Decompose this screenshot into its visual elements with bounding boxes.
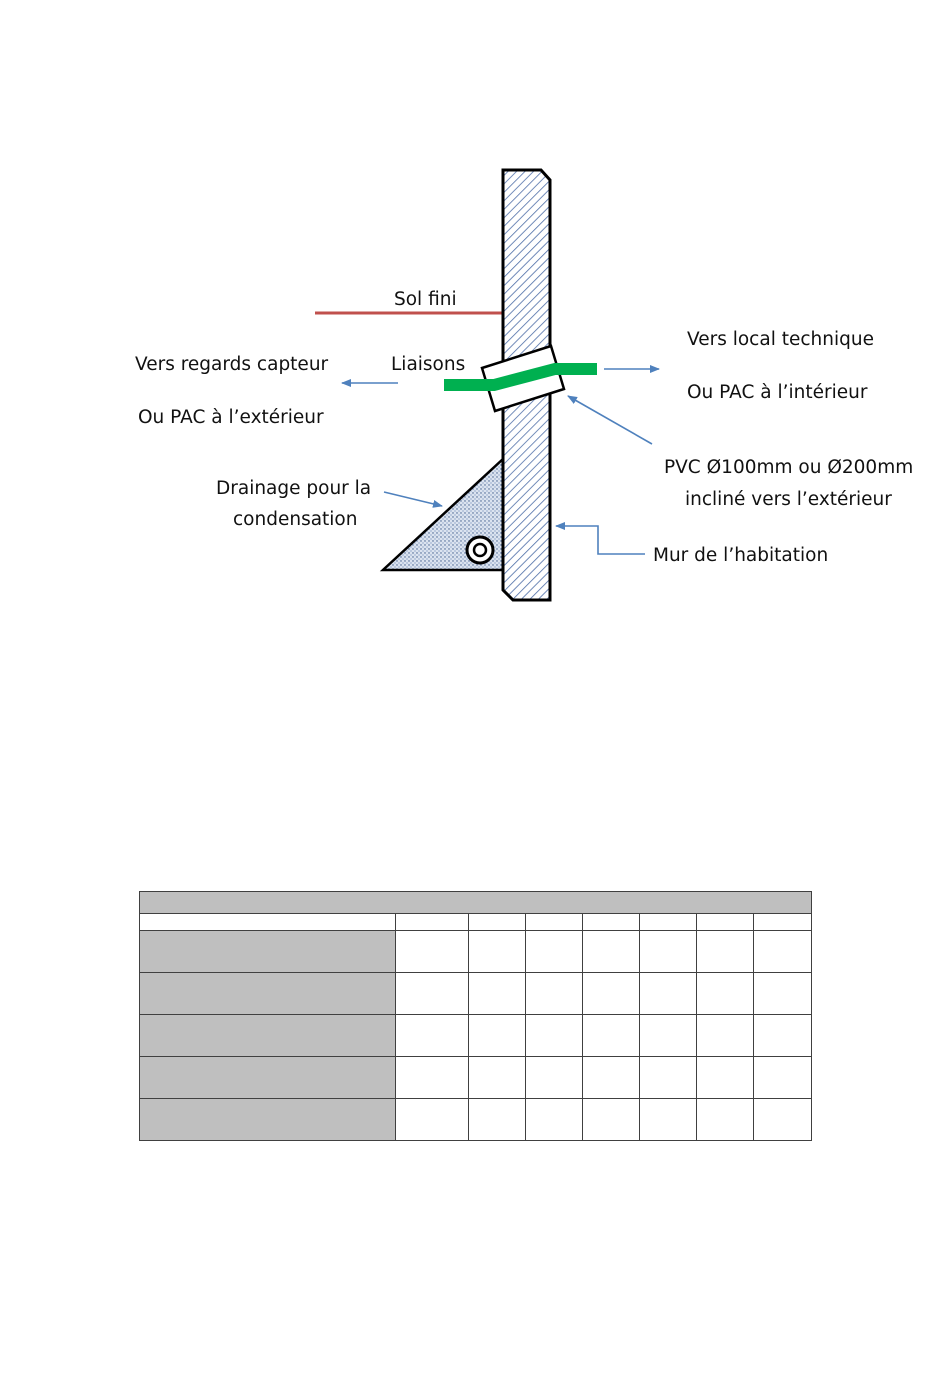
data-table: [139, 891, 812, 1141]
table-cell: [754, 973, 812, 1015]
table-cell: [396, 931, 469, 973]
table-title-row: [140, 892, 812, 914]
table-header-cell: [396, 914, 469, 931]
table-row-header-cell: [140, 973, 396, 1015]
table-cell: [697, 1015, 754, 1057]
table-title-cell: [140, 892, 812, 914]
table-cell: [526, 1015, 583, 1057]
drainage-pointer-arrow: [384, 492, 442, 506]
table-cell: [640, 1057, 697, 1099]
table-cell: [396, 1099, 469, 1141]
table-row: [140, 1099, 812, 1141]
table-cell: [396, 1015, 469, 1057]
table-header-cell: [583, 914, 640, 931]
wall-pointer-arrow: [556, 526, 645, 554]
table-row-header-cell: [140, 1099, 396, 1141]
table-cell: [697, 1057, 754, 1099]
table-header-cell: [526, 914, 583, 931]
table-row: [140, 931, 812, 973]
table-cell: [583, 1015, 640, 1057]
label-pvc-inclination: incliné vers l’extérieur: [685, 489, 892, 510]
table-row-header-cell: [140, 931, 396, 973]
table-row-header-cell: [140, 1015, 396, 1057]
table-header-cell: [640, 914, 697, 931]
table-cell: [526, 931, 583, 973]
table-cell: [469, 1015, 526, 1057]
label-condensation: condensation: [233, 509, 358, 530]
table-row-header-cell: [140, 1057, 396, 1099]
table-cell: [469, 931, 526, 973]
table-cell: [526, 973, 583, 1015]
pvc-pointer-arrow: [568, 396, 652, 444]
table-cell: [754, 1057, 812, 1099]
table-cell: [469, 1099, 526, 1141]
table-header-cell: [469, 914, 526, 931]
table-cell: [754, 931, 812, 973]
label-sol-fini: Sol fini: [394, 289, 457, 310]
table-header-row: [140, 914, 812, 931]
table-cell: [697, 973, 754, 1015]
label-vers-local-technique: Vers local technique: [687, 329, 874, 350]
table-cell: [754, 1099, 812, 1141]
table-cell: [640, 1015, 697, 1057]
table-cell: [396, 1057, 469, 1099]
label-ou-pac-interieur: Ou PAC à l’intérieur: [687, 382, 868, 403]
table-cell: [697, 1099, 754, 1141]
table-cell: [583, 973, 640, 1015]
table-header-cell: [140, 914, 396, 931]
table-cell: [754, 1015, 812, 1057]
drain-pipe-inner: [474, 544, 486, 556]
table-row: [140, 1057, 812, 1099]
table-cell: [697, 931, 754, 973]
table-cell: [583, 1099, 640, 1141]
label-ou-pac-exterieur: Ou PAC à l’extérieur: [138, 407, 324, 428]
table-cell: [640, 973, 697, 1015]
label-pvc-diameter: PVC Ø100mm ou Ø200mm: [664, 457, 914, 478]
table-row: [140, 1015, 812, 1057]
table-cell: [640, 1099, 697, 1141]
label-mur-habitation: Mur de l’habitation: [653, 545, 829, 566]
table-row: [140, 973, 812, 1015]
table-cell: [526, 1099, 583, 1141]
table-cell: [583, 1057, 640, 1099]
table-cell: [526, 1057, 583, 1099]
table-cell: [396, 973, 469, 1015]
table-cell: [469, 1057, 526, 1099]
label-liaisons: Liaisons: [391, 354, 466, 375]
table-header-cell: [697, 914, 754, 931]
table-cell: [469, 973, 526, 1015]
table-header-cell: [754, 914, 812, 931]
label-vers-regards-capteur: Vers regards capteur: [135, 354, 329, 375]
label-drainage: Drainage pour la: [216, 478, 372, 499]
table-cell: [583, 931, 640, 973]
table-cell: [640, 931, 697, 973]
